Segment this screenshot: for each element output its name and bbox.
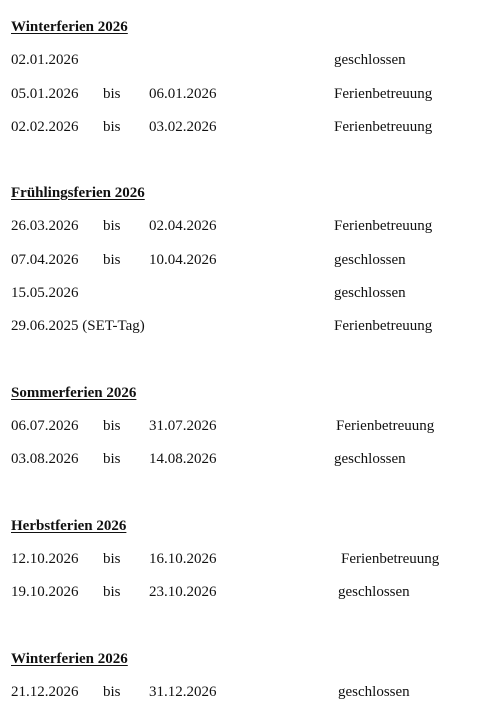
range-separator: bis (103, 119, 121, 135)
status-text: Ferienbetreuung (334, 119, 433, 135)
range-separator: bis (103, 86, 121, 102)
range-separator: bis (103, 252, 121, 268)
status-text: Ferienbetreuung (341, 551, 440, 567)
end-date: 31.12.2026 (149, 684, 217, 700)
schedule-row (0, 683, 497, 701)
schedule-row (0, 417, 497, 435)
end-date: 16.10.2026 (149, 551, 217, 567)
start-date: 15.05.2026 (11, 285, 79, 301)
schedule-row (0, 284, 497, 302)
status-text: geschlossen (338, 584, 410, 600)
start-date: 07.04.2026 (11, 252, 79, 268)
section-heading-winterferien: Winterferien 2026 (11, 19, 128, 35)
schedule-row (0, 118, 497, 136)
range-separator: bis (103, 551, 121, 567)
start-date: 03.08.2026 (11, 451, 79, 467)
end-date: 31.07.2026 (149, 418, 217, 434)
start-date: 12.10.2026 (11, 551, 79, 567)
section-heading-herbstferien: Herbstferien 2026 (11, 518, 127, 534)
range-separator: bis (103, 418, 121, 434)
section-heading-fruehlingsferien: Frühlingsferien 2026 (11, 185, 145, 201)
status-text: geschlossen (334, 451, 406, 467)
status-text: Ferienbetreuung (334, 86, 433, 102)
start-date: 02.01.2026 (11, 52, 79, 68)
section-heading-winterferien-end: Winterferien 2026 (11, 651, 128, 667)
range-separator: bis (103, 684, 121, 700)
start-date: 06.07.2026 (11, 418, 79, 434)
end-date: 02.04.2026 (149, 218, 217, 234)
schedule-row (0, 217, 497, 235)
range-separator: bis (103, 584, 121, 600)
start-date: 26.03.2026 (11, 218, 79, 234)
start-date: 29.06.2025 (SET-Tag) (11, 318, 145, 334)
status-text: Ferienbetreuung (334, 318, 433, 334)
schedule-row (0, 317, 497, 335)
section-heading-sommerferien: Sommerferien 2026 (11, 385, 137, 401)
end-date: 10.04.2026 (149, 252, 217, 268)
status-text: geschlossen (334, 52, 406, 68)
status-text: geschlossen (334, 285, 406, 301)
schedule-row (0, 450, 497, 468)
start-date: 02.02.2026 (11, 119, 79, 135)
status-text: Ferienbetreuung (334, 218, 433, 234)
schedule-row (0, 550, 497, 568)
end-date: 03.02.2026 (149, 119, 217, 135)
range-separator: bis (103, 218, 121, 234)
start-date: 21.12.2026 (11, 684, 79, 700)
start-date: 05.01.2026 (11, 86, 79, 102)
status-text: geschlossen (338, 684, 410, 700)
schedule-row (0, 583, 497, 601)
schedule-row (0, 251, 497, 269)
end-date: 14.08.2026 (149, 451, 217, 467)
end-date: 23.10.2026 (149, 584, 217, 600)
schedule-row (0, 85, 497, 103)
status-text: Ferienbetreuung (336, 418, 435, 434)
range-separator: bis (103, 451, 121, 467)
schedule-row (0, 51, 497, 69)
start-date: 19.10.2026 (11, 584, 79, 600)
status-text: geschlossen (334, 252, 406, 268)
end-date: 06.01.2026 (149, 86, 217, 102)
